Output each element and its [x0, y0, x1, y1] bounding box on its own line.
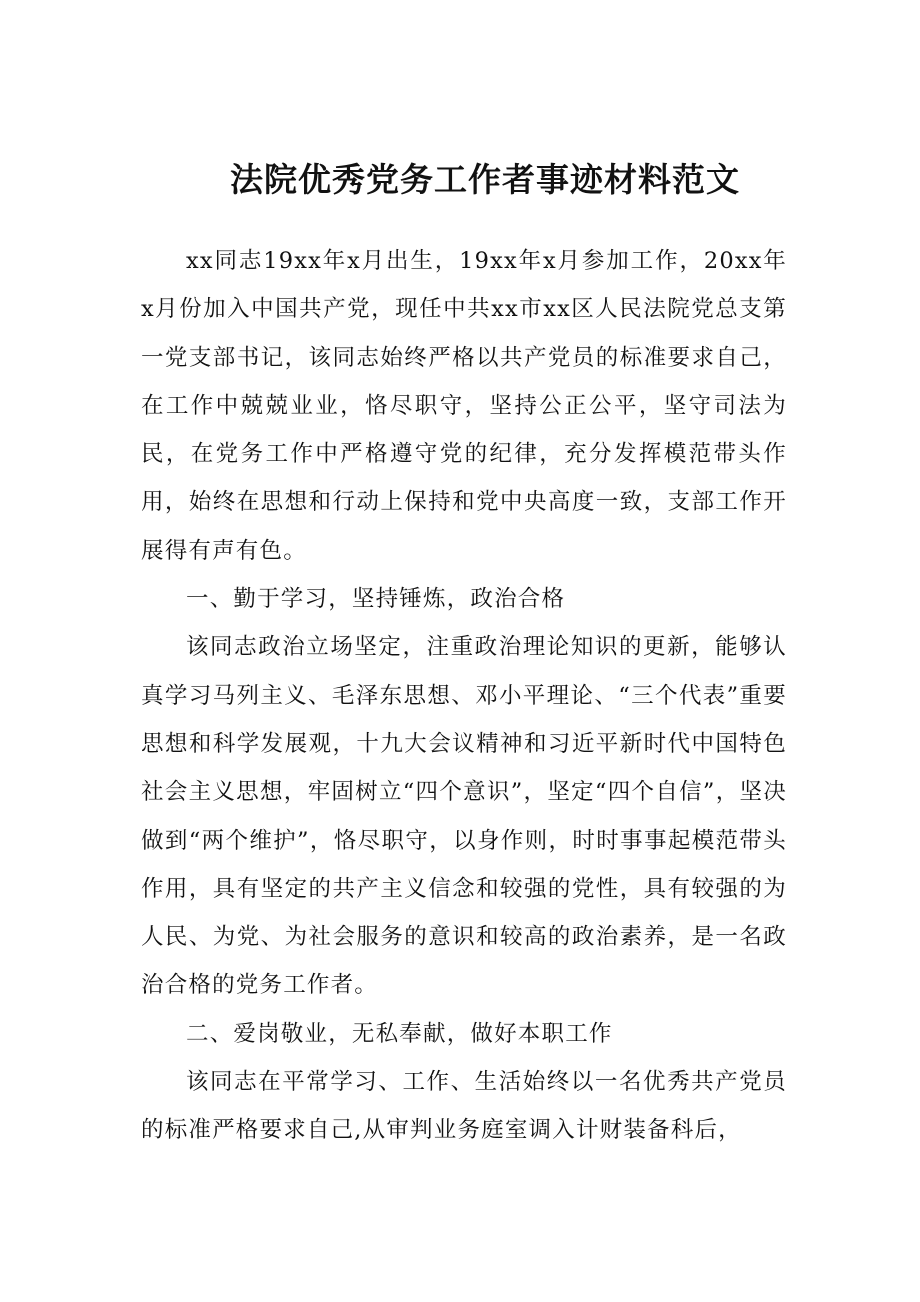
intro-paragraph: xx同志19xx年x月出生，19xx年x月参加工作，20xx年x月份加入中国共产党，现任中共xx市xx区人民法院党总支第一党支部书记，该同志始终严格以共产党员的标准要求自己，在工作中兢兢业业，恪尽职守，坚持公正公平，坚守司法为民，在党务工作中严格遵守党的纪律，充分发挥模范带头作用，始终在思想和行动上保持和党中央高度一致，支部工作开展得有声有色。 — [141, 248, 787, 564]
document-title: 法院优秀党务工作者事迹材料范文 — [230, 160, 740, 199]
section-2-paragraph: 该同志在平常学习、工作、生活始终以一名优秀共产党员的标准严格要求自己,从审判业务庭室调入计财装备科后， — [141, 1069, 787, 1144]
section-heading-1: 一、勤于学习，坚持锤炼，政治合格 — [186, 586, 566, 613]
section-heading-2: 二、爱岗敬业，无私奉献，做好本职工作 — [186, 1020, 613, 1047]
document-body — [141, 237, 787, 1155]
section-1-paragraph: 该同志政治立场坚定，注重政治理论知识的更新，能够认真学习马列主义、毛泽东思想、邓小平理论、“三个代表”重要思想和科学发展观，十九大会议精神和习近平新时代中国特色社会主义思想，牢固树立“四个意识”，坚定“四个自信”，坚决做到“两个维护”，恪尽职守，以身作则，时时事事起模范带头作用，具有坚定的共产主义信念和较强的党性，具有较强的为人民、为党、为社会服务的意识和较高的政治素养，是一名政治合格的党务工作者。 — [141, 634, 787, 999]
